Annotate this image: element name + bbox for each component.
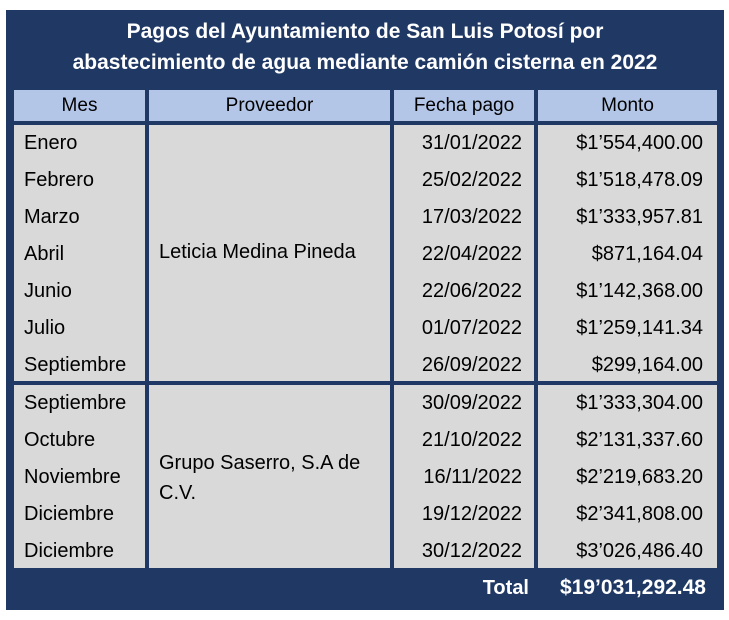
- table-cell-monto: $2’219,683.20: [576, 466, 703, 488]
- table-cell-mes: Diciembre: [24, 540, 115, 562]
- proveedor-name-line-2: C.V.: [159, 482, 197, 504]
- table-cell-mes: Enero: [24, 132, 78, 154]
- table-cell-monto: $3’026,486.40: [576, 540, 703, 562]
- proveedor-name-line-1: Grupo Saserro, S.A de: [159, 452, 361, 474]
- table-cell-mes: Septiembre: [24, 392, 127, 414]
- table-cell-monto: $1’333,957.81: [576, 206, 703, 228]
- table-cell-fecha: 22/04/2022: [421, 243, 522, 265]
- table-cell-fecha: 19/12/2022: [421, 503, 522, 525]
- table-cell-fecha: 26/09/2022: [421, 354, 522, 376]
- table-cell-fecha: 30/09/2022: [421, 392, 522, 414]
- table-cell-fecha: 01/07/2022: [421, 317, 522, 339]
- table-frame: [6, 10, 724, 610]
- table-cell-fecha: 16/11/2022: [423, 466, 522, 488]
- proveedor-name: [159, 448, 382, 508]
- table-cell-monto: $1’333,304.00: [576, 392, 703, 414]
- table-cell-fecha: 31/01/2022: [421, 132, 522, 154]
- table-cell-mes: Abril: [24, 243, 65, 265]
- table-cell-monto: $1’554,400.00: [576, 132, 703, 154]
- group2-proveedor-cell: [149, 385, 390, 568]
- table-cell-monto: $1’518,478.09: [576, 169, 703, 191]
- table-cell-mes: Octubre: [24, 429, 96, 451]
- table-cell-monto: $1’142,368.00: [576, 280, 703, 302]
- header-mes: Mes: [14, 90, 145, 121]
- total-label: Total: [482, 577, 529, 599]
- group2-monto-column: [538, 385, 717, 568]
- table-cell-fecha: 25/02/2022: [421, 169, 522, 191]
- table-cell-mes: Febrero: [24, 169, 95, 191]
- table-cell-fecha: 21/10/2022: [421, 429, 522, 451]
- table-cell-monto: $1’259,141.34: [576, 317, 703, 339]
- table-cell-monto: $2’131,337.60: [576, 429, 703, 451]
- table-cell-monto: $871,164.04: [591, 243, 703, 265]
- group2-fecha-column: [394, 385, 534, 568]
- table-cell-mes: Junio: [24, 280, 72, 302]
- header-fecha: Fecha pago: [394, 90, 534, 121]
- table-title: [6, 16, 724, 78]
- header-proveedor: Proveedor: [149, 90, 390, 121]
- table-cell-mes: Marzo: [24, 206, 80, 228]
- group1-proveedor-cell: [149, 125, 390, 381]
- table-cell-mes: Septiembre: [24, 354, 127, 376]
- table-cell-mes: Diciembre: [24, 503, 115, 525]
- group1-mes-column: [14, 125, 145, 381]
- table-cell-mes: Julio: [24, 317, 66, 339]
- title-line-2: abastecimiento de agua mediante camión cisterna en 2022: [72, 51, 658, 74]
- table-cell-mes: Noviembre: [24, 466, 121, 488]
- table-cell-fecha: 22/06/2022: [421, 280, 522, 302]
- table-cell-monto: $2’341,808.00: [576, 503, 703, 525]
- total-value: $19’031,292.48: [560, 576, 706, 599]
- table-cell-monto: $299,164.00: [591, 354, 703, 376]
- group2-mes-column: [14, 385, 145, 568]
- header-monto: Monto: [538, 90, 717, 121]
- group1-monto-column: [538, 125, 717, 381]
- group1-fecha-column: [394, 125, 534, 381]
- proveedor-name: Leticia Medina Pineda: [159, 241, 356, 263]
- table-cell-fecha: 17/03/2022: [421, 206, 522, 228]
- title-line-1: Pagos del Ayuntamiento de San Luis Potosí por: [126, 20, 604, 43]
- table-cell-fecha: 30/12/2022: [421, 540, 522, 562]
